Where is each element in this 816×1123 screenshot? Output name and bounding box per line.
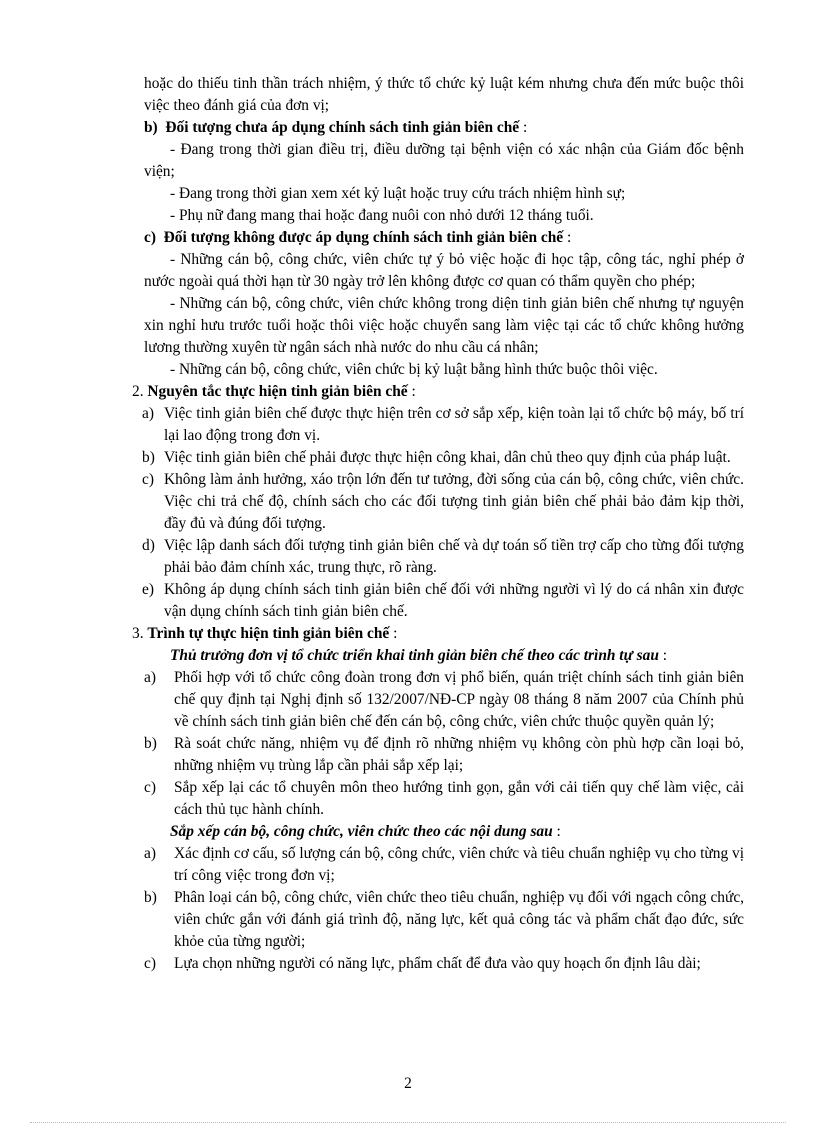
section-c-heading (144, 227, 744, 249)
subsection-1-heading (132, 645, 744, 667)
page-number: 2 (404, 1075, 412, 1092)
list-item (144, 843, 744, 887)
list-item (144, 953, 744, 975)
list-item (142, 403, 744, 447)
list-marker: a) (144, 669, 156, 686)
section-3 (132, 623, 744, 975)
section-c-item: - Những cán bộ, công chức, viên chức tự ý bỏ việc hoặc đi học tập, công tác, nghỉ phép ở nước ngoài quá thời hạn từ 30 ngày trở lên không được cơ quan có thẩm quyền cho phép; (144, 251, 744, 290)
section-b (144, 117, 744, 227)
section-2-title: Nguyên tắc thực hiện tinh giản biên chế (147, 383, 408, 400)
list-item-text: Lựa chọn những người có năng lực, phẩm chất để đưa vào quy hoạch ổn định lâu dài; (174, 955, 701, 972)
section-b-title: Đối tượng chưa áp dụng chính sách tinh giản biên chế (165, 119, 520, 136)
list-item (142, 469, 744, 535)
section-3-title: Trình tự thực hiện tinh giản biên chế (147, 625, 390, 642)
list-item-text: Không làm ảnh hưởng, xáo trộn lớn đến tư tưởng, đời sống của cán bộ, công chức, viên chức. Việc chi trả chế độ, chính sách cho các đối tượng tinh giản biên chế phải bảo đảm kịp thời, đầy đủ và đúng đối tượng. (164, 471, 744, 532)
list-marker: b) (144, 889, 157, 906)
subsection-2-list (144, 843, 744, 975)
section-c-item: - Những cán bộ, công chức, viên chức không trong diện tinh giản biên chế nhưng tự nguyện xin nghỉ hưu trước tuổi hoặc thôi việc hoặc chuyển sang làm việc tại các tổ chức không hưởng lương thường xuyên từ ngân sách nhà nước do nhu cầu cá nhân; (144, 295, 744, 356)
list-marker: a) (144, 845, 156, 862)
section-c-colon: : (563, 229, 572, 246)
list-marker: b) (144, 735, 157, 752)
list-marker: c) (142, 471, 154, 488)
subsection-2-colon: : (552, 823, 561, 840)
subsection-2-title: Sắp xếp cán bộ, công chức, viên chức theo các nội dung sau (170, 823, 553, 840)
section-2-colon: : (407, 383, 416, 400)
section-b-item: - Phụ nữ đang mang thai hoặc đang nuôi con nhỏ dưới 12 tháng tuổi. (170, 207, 594, 224)
list-item (144, 777, 744, 821)
section-b-item: - Đang trong thời gian xem xét kỷ luật hoặc truy cứu trách nhiệm hình sự; (170, 185, 626, 202)
list-item-text: Việc tinh giản biên chế phải được thực hiện công khai, dân chủ theo quy định của pháp luật. (164, 449, 731, 466)
section-b-colon: : (519, 119, 528, 136)
list-item-text: Rà soát chức năng, nhiệm vụ để định rõ những nhiệm vụ không còn phù hợp cần loại bỏ, những nhiệm vụ trùng lắp cần phải sắp xếp lại; (174, 735, 744, 774)
list-item-text: Việc tinh giản biên chế được thực hiện trên cơ sở sắp xếp, kiện toàn lại tổ chức bộ máy, bố trí lại lao động trong đơn vị. (164, 405, 744, 444)
subsection-2-heading (132, 821, 744, 843)
list-item-text: Xác định cơ cấu, số lượng cán bộ, công chức, viên chức và tiêu chuẩn nghiệp vụ cho từng vị trí công việc trong đơn vị; (174, 845, 744, 884)
section-b-marker: b) (144, 119, 158, 136)
subsection-1-title: Thủ trưởng đơn vị tổ chức triển khai tinh giản biên chế theo các trình tự sau (170, 647, 659, 664)
section-2-heading (132, 381, 744, 403)
section-c-marker: c) (144, 229, 156, 246)
section-c-item: - Những cán bộ, công chức, viên chức bị kỷ luật bằng hình thức buộc thôi việc. (170, 361, 658, 378)
list-item (142, 447, 744, 469)
list-item (142, 579, 744, 623)
section-3-colon: : (389, 625, 398, 642)
list-item-text: Không áp dụng chính sách tinh giản biên chế đối với những người vì lý do cá nhân xin được vận dụng chính sách tinh giản biên chế. (164, 581, 744, 620)
list-item-text: Phối hợp với tổ chức công đoàn trong đơn vị phổ biến, quán triệt chính sách tinh giản biên chế quy định tại Nghị định số 132/2007/NĐ-CP ngày 08 tháng 8 năm 2007 của Chính phủ về chính sách tinh giản biên chế đến cán bộ, công chức, viên chức thuộc quyền quản lý; (174, 669, 744, 730)
intro-paragraph: hoặc do thiếu tinh thần trách nhiệm, ý thức tổ chức kỷ luật kém nhưng chưa đến mức buộc thôi việc theo đánh giá của đơn vị; (144, 75, 744, 114)
subsection-1-list (144, 667, 744, 821)
list-item-text: Sắp xếp lại các tổ chuyên môn theo hướng tinh gọn, gắn với cải tiến quy chế làm việc, cải cách thủ tục hành chính. (174, 779, 744, 818)
list-marker: e) (142, 581, 154, 598)
page-body (132, 73, 744, 975)
section-c-title: Đối tượng không được áp dụng chính sách tinh giản biên chế (163, 229, 564, 246)
subsection-1-colon: : (658, 647, 668, 664)
section-2 (132, 381, 744, 623)
section-2-list (142, 403, 744, 623)
list-marker: a) (142, 405, 154, 422)
list-marker: c) (144, 779, 156, 796)
section-b-item: - Đang trong thời gian điều trị, điều dưỡng tại bệnh viện có xác nhận của Giám đốc bệnh viện; (144, 141, 744, 180)
list-item-text: Phân loại cán bộ, công chức, viên chức theo tiêu chuẩn, nghiệp vụ đối với ngạch công chức, viên chức gắn với đánh giá trình độ, năng lực, kết quả công tác và phẩm chất đạo đức, sức khỏe của từng người; (174, 889, 744, 950)
section-b-heading (144, 117, 744, 139)
section-3-heading (132, 623, 744, 645)
list-marker: d) (142, 537, 155, 554)
section-3-marker: 3. (132, 625, 144, 642)
list-item (144, 733, 744, 777)
section-c (144, 227, 744, 381)
list-item (144, 667, 744, 733)
list-item (142, 535, 744, 579)
list-item (144, 887, 744, 953)
list-item-text: Việc lập danh sách đối tượng tinh giản biên chế và dự toán số tiền trợ cấp cho từng đối tượng phải bảo đảm chính xác, trung thực, rõ ràng. (164, 537, 744, 576)
list-marker: b) (142, 449, 155, 466)
list-marker: c) (144, 955, 156, 972)
section-2-marker: 2. (132, 383, 144, 400)
